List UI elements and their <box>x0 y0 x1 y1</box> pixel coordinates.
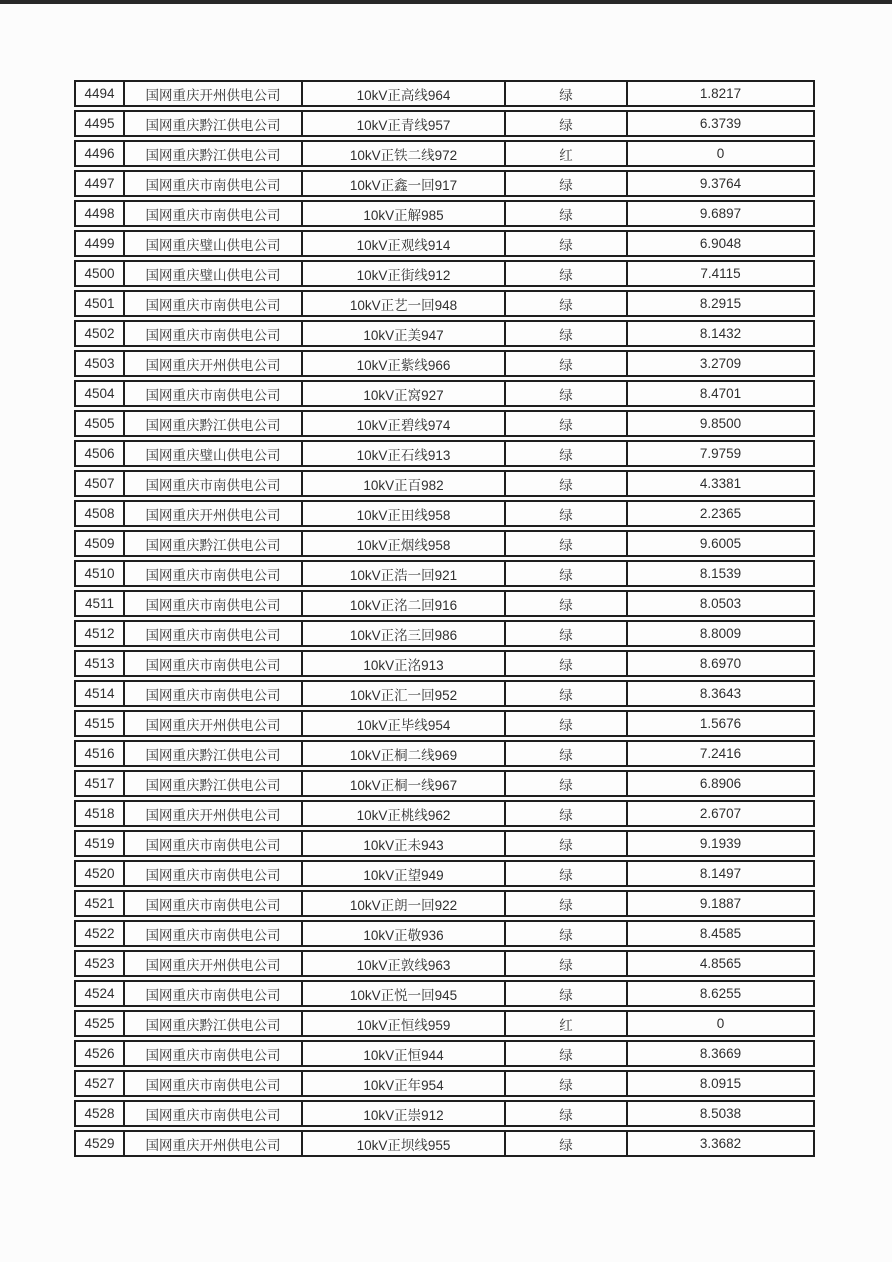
cell-value: 6.3739 <box>627 110 815 137</box>
cell-company: 国网重庆市南供电公司 <box>124 860 302 887</box>
cell-status: 绿 <box>505 350 627 377</box>
table-row <box>74 230 815 257</box>
table-row <box>74 410 815 437</box>
cell-id: 4501 <box>74 290 124 317</box>
cell-line: 10kV正桐二线969 <box>302 740 505 767</box>
cell-status: 绿 <box>505 410 627 437</box>
cell-value: 8.0503 <box>627 590 815 617</box>
cell-status: 绿 <box>505 980 627 1007</box>
cell-company: 国网重庆黔江供电公司 <box>124 140 302 167</box>
cell-value: 9.6005 <box>627 530 815 557</box>
cell-company: 国网重庆市南供电公司 <box>124 650 302 677</box>
cell-line: 10kV正悦一回945 <box>302 980 505 1007</box>
cell-company: 国网重庆市南供电公司 <box>124 200 302 227</box>
cell-status: 绿 <box>505 80 627 107</box>
cell-id: 4499 <box>74 230 124 257</box>
cell-status: 绿 <box>505 1040 627 1067</box>
cell-status: 绿 <box>505 620 627 647</box>
table-row <box>74 470 815 497</box>
cell-id: 4527 <box>74 1070 124 1097</box>
cell-line: 10kV正石线913 <box>302 440 505 467</box>
cell-line: 10kV正朗一回922 <box>302 890 505 917</box>
cell-status: 绿 <box>505 230 627 257</box>
cell-id: 4520 <box>74 860 124 887</box>
cell-company: 国网重庆市南供电公司 <box>124 620 302 647</box>
cell-status: 绿 <box>505 380 627 407</box>
table-row <box>74 830 815 857</box>
cell-id: 4521 <box>74 890 124 917</box>
cell-value: 8.0915 <box>627 1070 815 1097</box>
cell-status: 绿 <box>505 320 627 347</box>
table-row <box>74 290 815 317</box>
cell-id: 4526 <box>74 1040 124 1067</box>
table-row <box>74 140 815 167</box>
cell-company: 国网重庆璧山供电公司 <box>124 440 302 467</box>
table-row <box>74 890 815 917</box>
cell-status: 绿 <box>505 860 627 887</box>
cell-line: 10kV正解985 <box>302 200 505 227</box>
cell-line: 10kV正百982 <box>302 470 505 497</box>
table-row <box>74 620 815 647</box>
cell-status: 绿 <box>505 890 627 917</box>
table-row <box>74 110 815 137</box>
table-row <box>74 920 815 947</box>
cell-status: 绿 <box>505 1130 627 1157</box>
cell-id: 4516 <box>74 740 124 767</box>
cell-id: 4522 <box>74 920 124 947</box>
cell-id: 4512 <box>74 620 124 647</box>
cell-id: 4528 <box>74 1100 124 1127</box>
cell-id: 4507 <box>74 470 124 497</box>
cell-id: 4523 <box>74 950 124 977</box>
cell-value: 7.9759 <box>627 440 815 467</box>
cell-id: 4495 <box>74 110 124 137</box>
cell-value: 0 <box>627 140 815 167</box>
cell-line: 10kV正紫线966 <box>302 350 505 377</box>
cell-company: 国网重庆市南供电公司 <box>124 320 302 347</box>
cell-status: 绿 <box>505 680 627 707</box>
table-row <box>74 740 815 767</box>
cell-value: 8.6255 <box>627 980 815 1007</box>
cell-line: 10kV正浩一回921 <box>302 560 505 587</box>
cell-status: 绿 <box>505 650 627 677</box>
table-row <box>74 680 815 707</box>
table-row <box>74 500 815 527</box>
cell-company: 国网重庆市南供电公司 <box>124 290 302 317</box>
table-row <box>74 800 815 827</box>
table-row <box>74 1010 815 1037</box>
cell-company: 国网重庆开州供电公司 <box>124 80 302 107</box>
cell-id: 4503 <box>74 350 124 377</box>
cell-line: 10kV正年954 <box>302 1070 505 1097</box>
power-line-table <box>74 77 815 1160</box>
cell-status: 绿 <box>505 290 627 317</box>
cell-status: 红 <box>505 1010 627 1037</box>
table-body <box>74 80 815 1157</box>
cell-value: 8.4585 <box>627 920 815 947</box>
cell-id: 4519 <box>74 830 124 857</box>
cell-line: 10kV正未943 <box>302 830 505 857</box>
cell-line: 10kV正桃线962 <box>302 800 505 827</box>
cell-company: 国网重庆市南供电公司 <box>124 560 302 587</box>
table-row <box>74 530 815 557</box>
cell-line: 10kV正坝线955 <box>302 1130 505 1157</box>
cell-status: 绿 <box>505 830 627 857</box>
cell-id: 4517 <box>74 770 124 797</box>
cell-status: 绿 <box>505 770 627 797</box>
table-row <box>74 860 815 887</box>
table-row <box>74 560 815 587</box>
cell-value: 8.1432 <box>627 320 815 347</box>
cell-value: 2.6707 <box>627 800 815 827</box>
cell-company: 国网重庆开州供电公司 <box>124 1130 302 1157</box>
cell-id: 4525 <box>74 1010 124 1037</box>
cell-status: 绿 <box>505 170 627 197</box>
cell-line: 10kV正窝927 <box>302 380 505 407</box>
cell-company: 国网重庆市南供电公司 <box>124 170 302 197</box>
cell-value: 2.2365 <box>627 500 815 527</box>
cell-id: 4498 <box>74 200 124 227</box>
cell-company: 国网重庆开州供电公司 <box>124 500 302 527</box>
cell-id: 4529 <box>74 1130 124 1157</box>
cell-value: 3.3682 <box>627 1130 815 1157</box>
cell-status: 绿 <box>505 440 627 467</box>
cell-value: 9.8500 <box>627 410 815 437</box>
cell-line: 10kV正恒线959 <box>302 1010 505 1037</box>
cell-status: 绿 <box>505 260 627 287</box>
cell-id: 4518 <box>74 800 124 827</box>
cell-status: 红 <box>505 140 627 167</box>
cell-value: 8.4701 <box>627 380 815 407</box>
cell-company: 国网重庆市南供电公司 <box>124 1040 302 1067</box>
cell-company: 国网重庆黔江供电公司 <box>124 530 302 557</box>
cell-company: 国网重庆黔江供电公司 <box>124 110 302 137</box>
table-row <box>74 1100 815 1127</box>
cell-id: 4494 <box>74 80 124 107</box>
cell-line: 10kV正美947 <box>302 320 505 347</box>
table-row <box>74 380 815 407</box>
cell-value: 6.9048 <box>627 230 815 257</box>
cell-company: 国网重庆黔江供电公司 <box>124 740 302 767</box>
table-row <box>74 650 815 677</box>
cell-value: 8.8009 <box>627 620 815 647</box>
cell-company: 国网重庆市南供电公司 <box>124 1100 302 1127</box>
cell-value: 9.6897 <box>627 200 815 227</box>
cell-id: 4515 <box>74 710 124 737</box>
cell-value: 4.3381 <box>627 470 815 497</box>
table-row <box>74 80 815 107</box>
cell-value: 8.1539 <box>627 560 815 587</box>
cell-line: 10kV正田线958 <box>302 500 505 527</box>
table-row <box>74 590 815 617</box>
cell-id: 4514 <box>74 680 124 707</box>
cell-line: 10kV正汇一回952 <box>302 680 505 707</box>
cell-value: 7.4115 <box>627 260 815 287</box>
cell-company: 国网重庆开州供电公司 <box>124 950 302 977</box>
cell-status: 绿 <box>505 110 627 137</box>
cell-status: 绿 <box>505 920 627 947</box>
cell-company: 国网重庆市南供电公司 <box>124 590 302 617</box>
cell-line: 10kV正桐一线967 <box>302 770 505 797</box>
cell-company: 国网重庆黔江供电公司 <box>124 770 302 797</box>
cell-company: 国网重庆黔江供电公司 <box>124 1010 302 1037</box>
cell-line: 10kV正艺一回948 <box>302 290 505 317</box>
cell-line: 10kV正街线912 <box>302 260 505 287</box>
cell-line: 10kV正洺913 <box>302 650 505 677</box>
cell-company: 国网重庆市南供电公司 <box>124 470 302 497</box>
cell-value: 7.2416 <box>627 740 815 767</box>
cell-company: 国网重庆开州供电公司 <box>124 350 302 377</box>
cell-value: 8.3669 <box>627 1040 815 1067</box>
cell-status: 绿 <box>505 710 627 737</box>
table-row <box>74 350 815 377</box>
top-edge-bar <box>0 0 892 4</box>
cell-value: 1.5676 <box>627 710 815 737</box>
table-row <box>74 170 815 197</box>
cell-line: 10kV正高线964 <box>302 80 505 107</box>
cell-line: 10kV正毕线954 <box>302 710 505 737</box>
cell-value: 1.8217 <box>627 80 815 107</box>
cell-line: 10kV正恒944 <box>302 1040 505 1067</box>
cell-line: 10kV正洺三回986 <box>302 620 505 647</box>
cell-value: 4.8565 <box>627 950 815 977</box>
table-row <box>74 1040 815 1067</box>
cell-id: 4506 <box>74 440 124 467</box>
cell-line: 10kV正鑫一回917 <box>302 170 505 197</box>
cell-company: 国网重庆开州供电公司 <box>124 800 302 827</box>
cell-status: 绿 <box>505 200 627 227</box>
cell-id: 4509 <box>74 530 124 557</box>
cell-line: 10kV正观线914 <box>302 230 505 257</box>
cell-line: 10kV正铁二线972 <box>302 140 505 167</box>
cell-id: 4496 <box>74 140 124 167</box>
cell-status: 绿 <box>505 1100 627 1127</box>
cell-value: 6.8906 <box>627 770 815 797</box>
cell-line: 10kV正崇912 <box>302 1100 505 1127</box>
cell-value: 9.3764 <box>627 170 815 197</box>
cell-status: 绿 <box>505 740 627 767</box>
cell-id: 4524 <box>74 980 124 1007</box>
cell-status: 绿 <box>505 500 627 527</box>
cell-id: 4511 <box>74 590 124 617</box>
cell-status: 绿 <box>505 950 627 977</box>
table-row <box>74 440 815 467</box>
cell-id: 4502 <box>74 320 124 347</box>
cell-status: 绿 <box>505 470 627 497</box>
cell-company: 国网重庆市南供电公司 <box>124 380 302 407</box>
cell-company: 国网重庆璧山供电公司 <box>124 260 302 287</box>
cell-line: 10kV正敦线963 <box>302 950 505 977</box>
table-row <box>74 710 815 737</box>
cell-value: 8.6970 <box>627 650 815 677</box>
table-row <box>74 1130 815 1157</box>
cell-id: 4500 <box>74 260 124 287</box>
cell-company: 国网重庆市南供电公司 <box>124 890 302 917</box>
cell-company: 国网重庆开州供电公司 <box>124 710 302 737</box>
cell-id: 4513 <box>74 650 124 677</box>
cell-value: 8.5038 <box>627 1100 815 1127</box>
cell-id: 4508 <box>74 500 124 527</box>
table-row <box>74 1070 815 1097</box>
table-row <box>74 320 815 347</box>
table-row <box>74 950 815 977</box>
cell-value: 0 <box>627 1010 815 1037</box>
cell-company: 国网重庆市南供电公司 <box>124 1070 302 1097</box>
table-row <box>74 770 815 797</box>
cell-line: 10kV正碧线974 <box>302 410 505 437</box>
cell-value: 9.1939 <box>627 830 815 857</box>
cell-company: 国网重庆市南供电公司 <box>124 920 302 947</box>
cell-line: 10kV正烟线958 <box>302 530 505 557</box>
table-row <box>74 260 815 287</box>
cell-value: 8.1497 <box>627 860 815 887</box>
cell-company: 国网重庆市南供电公司 <box>124 830 302 857</box>
cell-value: 9.1887 <box>627 890 815 917</box>
cell-value: 3.2709 <box>627 350 815 377</box>
cell-id: 4505 <box>74 410 124 437</box>
cell-status: 绿 <box>505 560 627 587</box>
cell-id: 4510 <box>74 560 124 587</box>
cell-value: 8.2915 <box>627 290 815 317</box>
cell-status: 绿 <box>505 530 627 557</box>
table-row <box>74 980 815 1007</box>
cell-line: 10kV正敬936 <box>302 920 505 947</box>
cell-company: 国网重庆黔江供电公司 <box>124 410 302 437</box>
cell-id: 4504 <box>74 380 124 407</box>
cell-status: 绿 <box>505 590 627 617</box>
table-row <box>74 200 815 227</box>
cell-company: 国网重庆璧山供电公司 <box>124 230 302 257</box>
cell-company: 国网重庆市南供电公司 <box>124 680 302 707</box>
cell-id: 4497 <box>74 170 124 197</box>
cell-line: 10kV正望949 <box>302 860 505 887</box>
cell-value: 8.3643 <box>627 680 815 707</box>
cell-status: 绿 <box>505 1070 627 1097</box>
cell-company: 国网重庆市南供电公司 <box>124 980 302 1007</box>
cell-line: 10kV正青线957 <box>302 110 505 137</box>
cell-line: 10kV正洺二回916 <box>302 590 505 617</box>
cell-status: 绿 <box>505 800 627 827</box>
